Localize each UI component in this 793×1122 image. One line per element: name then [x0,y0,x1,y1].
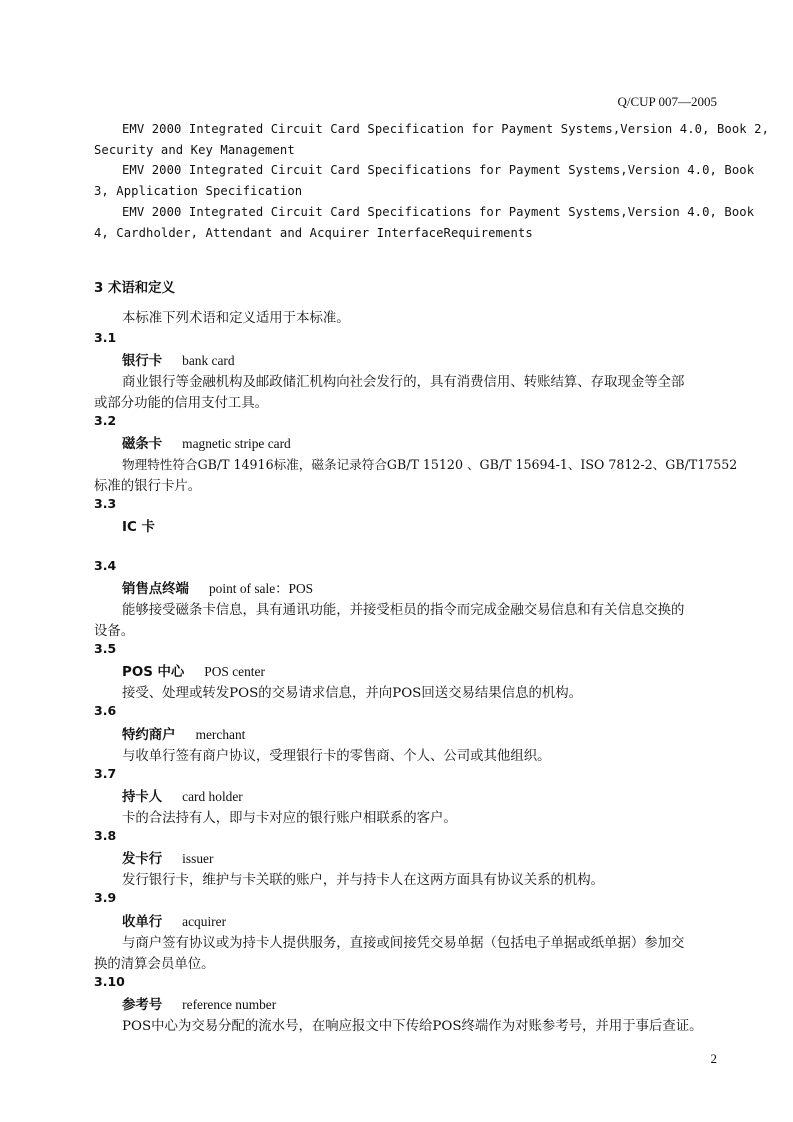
term-zh: 银行卡 [122,354,163,369]
term-en: POS center [204,664,265,679]
term-definition: 与商户签有协议或为持卡人提供服务，直接或间接凭交易单据（包括电子单据或纸单据）参加交 [122,936,685,951]
term-title [122,848,213,867]
term-definition: 接受、处理或转发POS的交易请求信息，并向POS回送交易结果信息的机构。 [122,686,583,701]
term-number: 3.4 [94,558,117,573]
term-title [122,661,265,680]
term-definition: POS中心为交易分配的流水号，在响应报文中下传给POS终端作为对账参考号，并用于事后查证。 [122,1019,703,1034]
term-definition: 与收单行签有商户协议，受理银行卡的零售商、个人、公司或其他组织。 [122,749,551,764]
term-title [122,350,235,369]
document-code: Q/CUP 007—2005 [617,94,717,109]
term-number: 3.5 [94,641,117,656]
term-definition-cont: 设备。 [94,624,135,639]
term-number: 3.6 [94,703,117,718]
term-definition-cont: 标准的银行卡片。 [94,479,202,494]
term-zh: 持卡人 [122,790,163,805]
term-definition: 卡的合法持有人，即与卡对应的银行账户相联系的客户。 [122,811,457,826]
term-number: 3.9 [94,890,117,905]
term-definition: 能够接受磁条卡信息，具有通讯功能，并接受柜员的指令而完成金融交易信息和有关信息交换的 [122,603,685,618]
term-en: acquirer [182,914,227,929]
term-zh: POS 中心 [122,665,185,680]
term-title [122,724,245,743]
term-number: 3.2 [94,413,117,428]
reference-1-line2: Security and Key Management [94,143,295,157]
term-title [122,516,155,535]
term-title [122,786,243,805]
term-number: 3.10 [94,974,125,989]
term-zh: 发卡行 [122,852,163,867]
term-definition: 商业银行等金融机构及邮政储汇机构向社会发行的，具有消费信用、转账结算、存取现金等全部 [122,375,685,390]
reference-2-line2: 3, Application Specification [94,184,303,198]
term-en: point of sale：POS [208,581,314,596]
term-number: 3.1 [94,330,117,345]
term-en: bank card [182,353,235,368]
term-title [122,578,313,597]
term-title [122,433,291,452]
term-zh: 收单行 [122,915,163,930]
term-en: reference number [182,997,277,1012]
section-intro: 本标准下列术语和定义适用于本标准。 [122,311,350,326]
term-en: card holder [182,789,243,804]
reference-3-line2: 4, Cardholder, Attendant and Acquirer InterfaceRequirements [94,226,533,240]
reference-3-line1: EMV 2000 Integrated Circuit Card Specifications for Payment Systems,Version 4.0, Book [122,205,755,219]
term-number: 3.3 [94,496,117,511]
term-zh: 特约商户 [122,728,176,743]
term-zh: IC 卡 [122,520,155,535]
term-definition-cont: 或部分功能的信用支付工具。 [94,396,269,411]
term-zh: 参考号 [122,998,163,1013]
term-definition-cont: 换的清算会员单位。 [94,957,215,972]
term-en: issuer [182,851,214,866]
term-title [122,994,276,1013]
reference-2-line1: EMV 2000 Integrated Circuit Card Specifications for Payment Systems,Version 4.0, Book [122,163,755,177]
reference-1-line1: EMV 2000 Integrated Circuit Card Specification for Payment Systems,Version 4.0, Book 2, [122,122,770,136]
term-definition: 物理特性符合GB/T 14916标准，磁条记录符合GB/T 15120 、GB/T 15694-1、ISO 7812-2、GB/T17552 [122,457,738,472]
section-heading: 3 术语和定义 [94,281,175,296]
term-number: 3.8 [94,828,117,843]
term-zh: 磁条卡 [122,437,163,452]
term-title [122,911,226,930]
term-number: 3.7 [94,766,117,781]
page-number: 2 [710,1051,717,1066]
term-en: merchant [195,727,246,742]
term-en: magnetic stripe card [182,436,291,451]
term-zh: 销售点终端 [122,582,189,597]
term-definition: 发行银行卡，维护与卡关联的账户，并与持卡人在这两方面具有协议关系的机构。 [122,873,605,888]
